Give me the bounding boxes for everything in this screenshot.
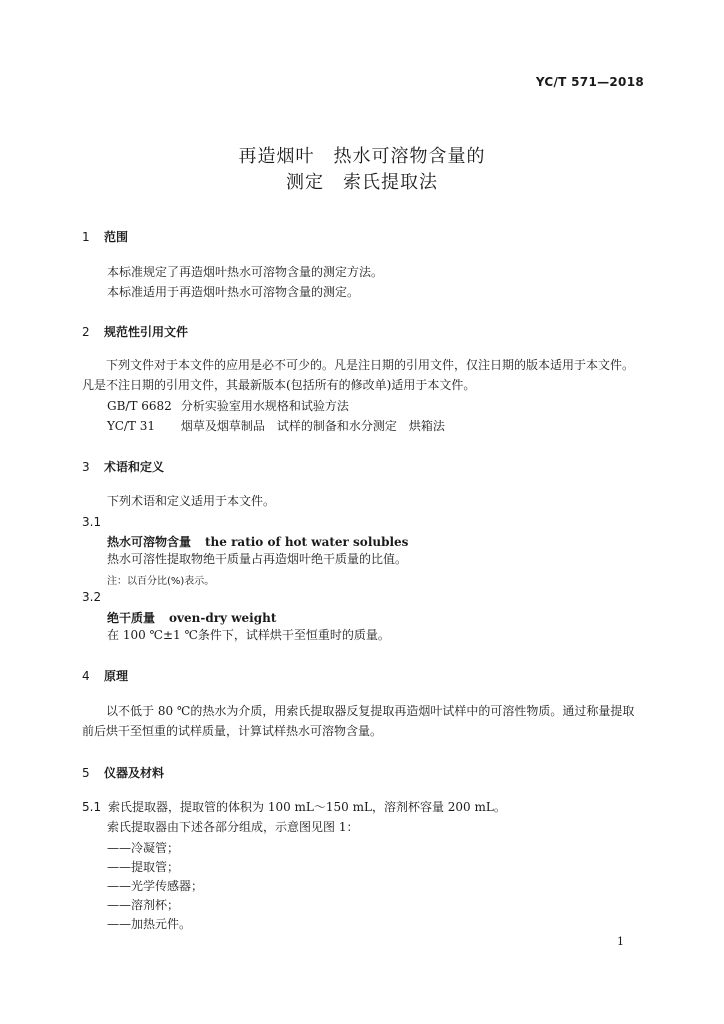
- section-number: 4: [82, 669, 90, 683]
- term-english: the ratio of hot water solubles: [205, 535, 409, 549]
- list-item: ——光学传感器；: [107, 879, 204, 893]
- section-title: 范围: [104, 230, 129, 244]
- section-3-para-1: 下列术语和定义适用于本文件。: [107, 494, 276, 508]
- section-number: 5: [82, 766, 90, 780]
- clause-number: 5.1: [82, 800, 102, 814]
- reference-code: GB/T 6682: [107, 399, 172, 413]
- reference-title: 分析实验室用水规格和试验方法: [180, 399, 349, 413]
- term-chinese: 热水可溶物含量: [107, 535, 192, 549]
- term-chinese: 绝干质量: [107, 611, 156, 625]
- reference-code: YC/T 31: [107, 419, 156, 433]
- section-number: 2: [82, 325, 90, 339]
- standard-code: YC/T 571—2018: [535, 75, 644, 89]
- term-english: oven-dry weight: [169, 611, 277, 625]
- term-definition: 热水可溶性提取物绝干质量占再造烟叶绝干质量的比值。: [107, 552, 408, 566]
- term-number: 3.2: [82, 590, 102, 604]
- list-item: ——溶剂杯；: [107, 898, 180, 912]
- clause-text: 索氏提取器，提取管的体积为 100 mL～150 mL，溶剂杯容量 200 mL。: [108, 800, 506, 814]
- term-number: 3.1: [82, 515, 102, 529]
- title-line-1: 再造烟叶 热水可溶物含量的: [238, 146, 486, 167]
- section-2-para-1: 下列文件对于本文件的应用是必不可少的。凡是注日期的引用文件，仅注日期的版本适用于本文件。凡是不注日期的引用文件，其最新版本(包括所有的修改单)适用于本文件。: [82, 358, 635, 392]
- clause-5-1-para-2: 索氏提取器由下述各部分组成，示意图见图 1：: [107, 820, 359, 834]
- reference-item: [107, 396, 349, 416]
- section-title: 规范性引用文件: [104, 325, 189, 339]
- section-title: 原理: [104, 669, 129, 683]
- section-5-heading: [82, 764, 164, 781]
- title-line-2: 测定 索氏提取法: [286, 172, 438, 193]
- reference-title: 烟草及烟草制品 试样的制备和水分测定 烘箱法: [180, 419, 445, 433]
- list-item: ——冷凝管；: [107, 841, 180, 855]
- list-item: ——提取管；: [107, 860, 180, 874]
- term-heading: [107, 609, 276, 626]
- section-1-heading: [82, 228, 128, 245]
- section-title: 术语和定义: [104, 460, 165, 474]
- section-2-heading: [82, 323, 188, 340]
- term-heading: [107, 533, 408, 550]
- section-4-para-1: 以不低于 80 ℃的热水为介质，用索氏提取器反复提取再造烟叶试样中的可溶性物质。通过称量提取前后烘干至恒重的试样质量，计算试样热水可溶物含量。: [82, 704, 635, 738]
- term-note: 注：以百分比(%)表示。: [107, 576, 215, 587]
- list-item: ——加热元件。: [107, 917, 192, 931]
- section-number: 3: [82, 460, 90, 474]
- section-4-heading: [82, 667, 128, 684]
- section-1-para-1: 本标准规定了再造烟叶热水可溶物含量的测定方法。: [107, 265, 384, 279]
- clause-5-1: [82, 797, 506, 817]
- page-number: 1: [617, 935, 624, 948]
- section-1-para-2: 本标准适用于再造烟叶热水可溶物含量的测定。: [107, 285, 360, 299]
- section-number: 1: [82, 230, 90, 244]
- section-3-heading: [82, 458, 164, 475]
- term-definition: 在 100 ℃±1 ℃条件下，试样烘干至恒重时的质量。: [107, 628, 390, 642]
- section-title: 仪器及材料: [104, 766, 165, 780]
- reference-item: [107, 416, 445, 436]
